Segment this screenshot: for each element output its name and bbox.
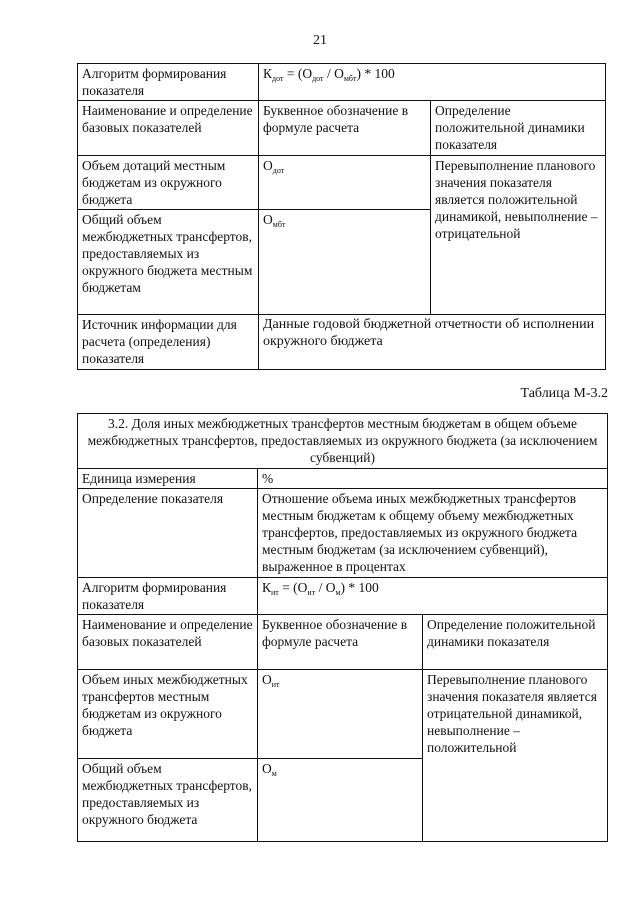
table-row <box>78 156 606 210</box>
base-indicator-name: Объем дотаций местным бюджетам из окружного бюджета <box>78 156 259 210</box>
source-value: Данные годовой бюджетной отчетности об исполнении окружного бюджета <box>259 315 606 370</box>
page-number: 21 <box>313 33 327 48</box>
indicator-table-3-2 <box>77 413 608 842</box>
definition-label: Определение показателя <box>78 489 258 578</box>
table-row <box>78 578 608 615</box>
source-label: Источник информации для расчета (определения) показателя <box>78 315 259 370</box>
unit-label: Единица измерения <box>78 469 258 489</box>
dynamics-definition: Перевыполнение планового значения показателя является положительной динамикой, невыполнение – отрицательной <box>431 156 606 315</box>
algorithm-label: Алгоритм формирования показателя <box>78 578 258 615</box>
algorithm-label: Алгоритм формирования показателя <box>78 64 259 101</box>
base-indicator-name: Объем иных межбюджетных трансфертов местным бюджетам из окружного бюджета <box>78 670 258 759</box>
header-cell: Буквенное обозначение в формуле расчета <box>259 101 431 156</box>
base-indicator-symbol: $О_{дот}$ <box>259 156 431 210</box>
table-row <box>78 414 608 469</box>
unit-value: % <box>258 469 608 489</box>
header-cell: Буквенное обозначение в формуле расчета <box>258 615 423 670</box>
formula: $К_{дот} = (О_{дот} / О_{мбт}) * 100$ <box>259 64 606 101</box>
base-indicator-symbol: $О_м$ <box>258 759 423 842</box>
base-indicator-name: Общий объем межбюджетных трансфертов, предоставляемых из окружного бюджета местным бюджетам <box>78 210 259 315</box>
header-cell: Определение положительной динамики показателя <box>431 101 606 156</box>
table-row <box>78 670 608 759</box>
header-cell: Наименование и определение базовых показателей <box>78 101 259 156</box>
formula: $К_{ит} = (О_{ит} / О_м) * 100$ <box>258 578 608 615</box>
definition-value: Отношение объема иных межбюджетных трансфертов местным бюджетам к общему объему межбюджетных трансфертов, предоставляемых из окружного бюджета местным бюджетам (за исключением субвенций), выраженное в процентах <box>258 489 608 578</box>
table-row <box>78 315 606 370</box>
indicator-title: 3.2. Доля иных межбюджетных трансфертов местным бюджетам в общем объеме межбюджетных трансфертов, предоставляемых из окружного бюджета (за исключением субвенций) <box>78 414 608 469</box>
base-indicator-symbol: $О_{ит}$ <box>258 670 423 759</box>
dynamics-definition: Перевыполнение планового значения показателя является отрицательной динамикой, невыполнение – положительной <box>423 670 608 842</box>
base-indicator-symbol: $О_{мбт}$ <box>259 210 431 315</box>
base-indicator-name: Общий объем межбюджетных трансфертов, предоставляемых из окружного бюджета <box>78 759 258 842</box>
header-cell: Наименование и определение базовых показателей <box>78 615 258 670</box>
table-row <box>78 615 608 670</box>
table-row <box>78 489 608 578</box>
table-row <box>78 101 606 156</box>
table-row <box>78 469 608 489</box>
table-caption: Таблица М-3.2 <box>520 386 608 401</box>
indicator-table-3-1 <box>77 63 606 370</box>
header-cell: Определение положительной динамики показателя <box>423 615 608 670</box>
table-row <box>78 64 606 101</box>
